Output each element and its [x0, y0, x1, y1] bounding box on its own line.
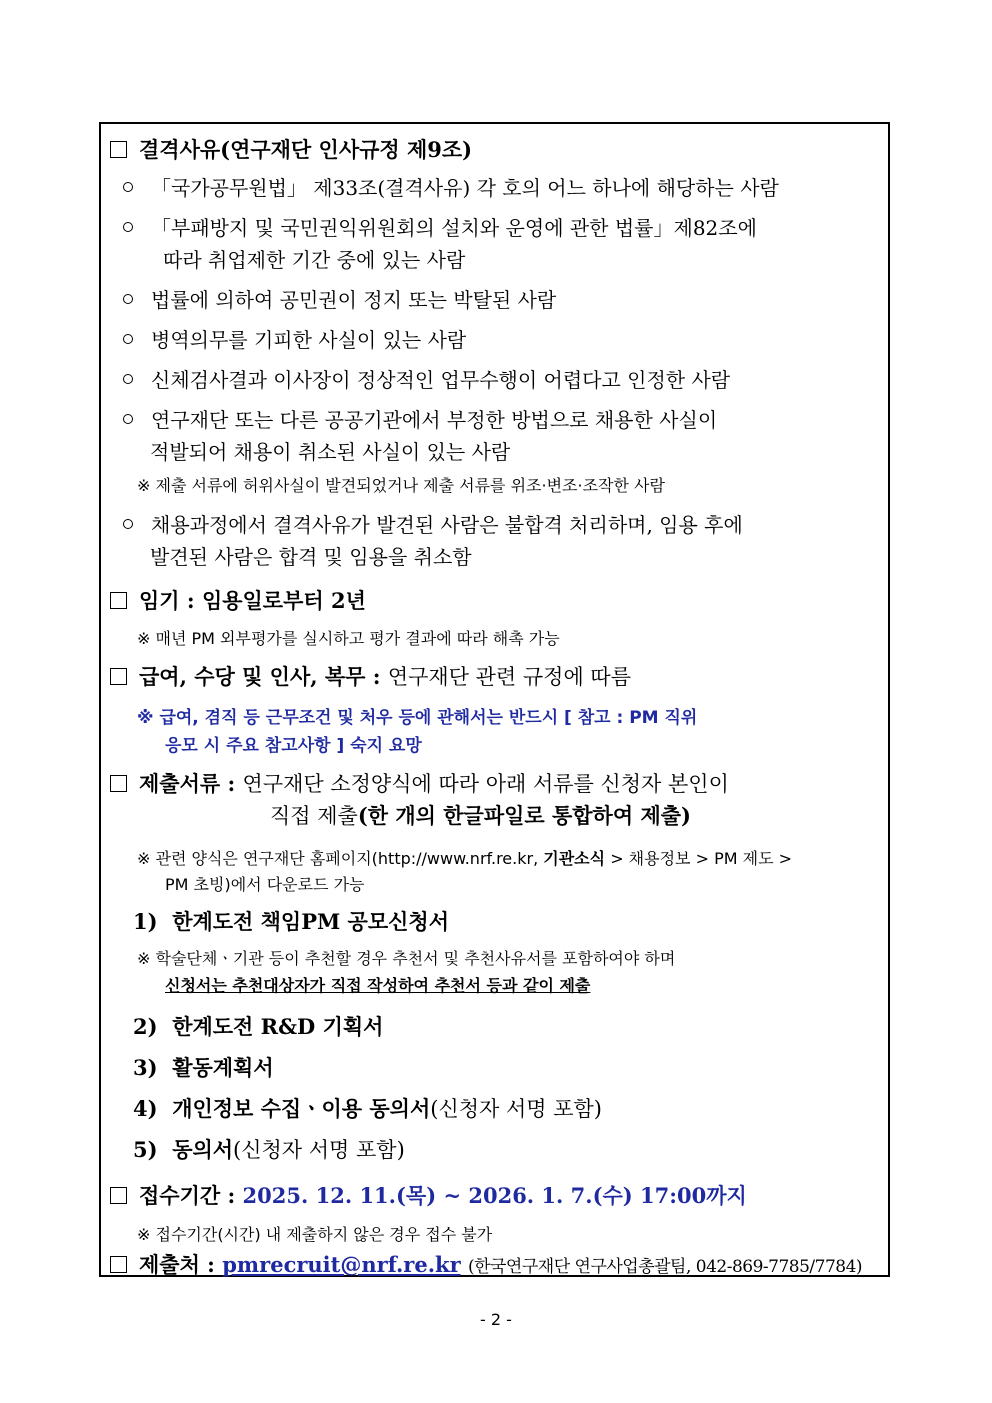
note-continuation-underlined: 신청서는 추천대상자가 직접 작성하여 추천서 등과 같이 제출	[165, 976, 591, 995]
checkbox-square-icon	[110, 141, 127, 158]
section-documents-heading: 제출서류 : 연구재단 소정양식에 따라 아래 서류를 신청자 본인이	[110, 768, 729, 798]
document-item-3: 3) 활동계획서	[133, 1055, 274, 1080]
section-submission-heading: 제출처 : pmrecruit@nrf.re.kr (한국연구재단 연구사업총괄팀, 042-869-7785/7784)	[110, 1249, 862, 1279]
checkbox-square-icon	[110, 775, 127, 792]
list-item: 연구재단 또는 다른 공공기관에서 부정한 방법으로 채용한 사실이	[123, 404, 717, 433]
section-period-heading: 접수기간 : 2025. 12. 11.(목) ~ 2026. 1. 7.(수) 17:00까지	[110, 1180, 747, 1210]
circle-bullet-icon	[123, 222, 133, 232]
submission-email-link[interactable]: pmrecruit@nrf.re.kr	[222, 1252, 461, 1277]
circle-bullet-icon	[123, 334, 133, 344]
circle-bullet-icon	[123, 374, 133, 384]
list-item: 법률에 의하여 공민권이 정지 또는 박탈된 사람	[123, 284, 556, 313]
note: ※ 관련 양식은 연구재단 홈페이지(http://www.nrf.re.kr, 기관소식 > 채용정보 > PM 제도 >	[137, 849, 793, 868]
checkbox-square-icon	[110, 1256, 127, 1273]
submission-contact: (한국연구재단 연구사업총괄팀, 042-869-7785/7784)	[467, 1257, 863, 1277]
section-salary-value: 연구재단 관련 규정에 따름	[387, 665, 631, 689]
section-term-heading: 임기 : 임용일로부터 2년	[110, 585, 366, 615]
document-item-5: 5) 동의서(신청자 서명 포함)	[133, 1137, 405, 1162]
list-item-continuation: 따라 취업제한 기간 중에 있는 사람	[163, 248, 466, 272]
list-item: 신체검사결과 이사장이 정상적인 업무수행이 어렵다고 인정한 사람	[123, 364, 730, 393]
document-item-4: 4) 개인정보 수집ㆍ이용 동의서(신청자 서명 포함)	[133, 1096, 602, 1121]
section-salary-heading: 급여, 수당 및 인사, 복무 : 연구재단 관련 규정에 따름	[110, 661, 631, 691]
circle-bullet-icon	[123, 519, 133, 529]
list-item: 「국가공무원법」 제33조(결격사유) 각 호의 어느 하나에 해당하는 사람	[123, 172, 779, 201]
circle-bullet-icon	[123, 414, 133, 424]
circle-bullet-icon	[123, 294, 133, 304]
important-note-continuation: 응모 시 주요 참고사항 ] 숙지 요망	[165, 736, 422, 756]
list-item: 채용과정에서 결격사유가 발견된 사람은 불합격 처리하며, 임용 후에	[123, 509, 743, 538]
section-documents-value-continuation: 직접 제출(한 개의 한글파일로 통합하여 제출)	[270, 803, 691, 828]
circle-bullet-icon	[123, 182, 133, 192]
list-item-continuation: 적발되어 채용이 취소된 사실이 있는 사람	[150, 440, 511, 464]
checkbox-square-icon	[110, 668, 127, 685]
list-item-continuation: 발견된 사람은 합격 및 임용을 취소함	[150, 545, 472, 569]
application-period: 2025. 12. 11.(목) ~ 2026. 1. 7.(수) 17:00까지	[242, 1183, 747, 1208]
page-number: - 2 -	[480, 1310, 512, 1329]
checkbox-square-icon	[110, 592, 127, 609]
note: ※ 제출 서류에 허위사실이 발견되었거나 제출 서류를 위조·변조·조작한 사람	[137, 476, 665, 495]
note-continuation: PM 초빙)에서 다운로드 가능	[165, 875, 365, 894]
list-item: 병역의무를 기피한 사실이 있는 사람	[123, 324, 466, 353]
list-item: 「부패방지 및 국민권익위원회의 설치와 운영에 관한 법률」제82조에	[123, 212, 757, 241]
checkbox-square-icon	[110, 1187, 127, 1204]
section-disqualification-heading: 결격사유(연구재단 인사규정 제9조)	[110, 134, 472, 164]
important-note: ※ 급여, 겸직 등 근무조건 및 처우 등에 관해서는 반드시 [ 참고 : PM 직위	[137, 708, 698, 728]
note: ※ 학술단체ㆍ기관 등이 추천할 경우 추천서 및 추천사유서를 포함하여야 하며	[137, 949, 676, 968]
document-item-2: 2) 한계도전 R&D 기획서	[133, 1014, 384, 1039]
section-documents-value: 연구재단 소정양식에 따라 아래 서류를 신청자 본인이	[242, 772, 729, 796]
note: ※ 접수기간(시간) 내 제출하지 않은 경우 접수 불가	[137, 1225, 493, 1244]
document-item-1: 1) 한계도전 책임PM 공모신청서	[133, 909, 449, 934]
note: ※ 매년 PM 외부평가를 실시하고 평가 결과에 따라 해촉 가능	[137, 629, 560, 648]
